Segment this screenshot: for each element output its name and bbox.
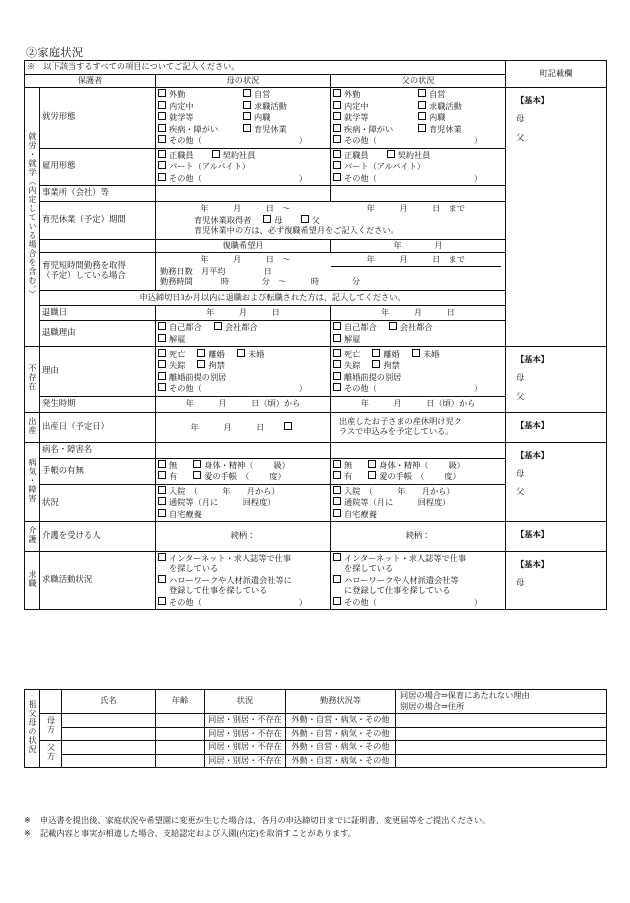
checkbox-icon[interactable] xyxy=(372,349,380,357)
checkbox-icon[interactable] xyxy=(333,124,341,132)
checkbox-shugaku-father[interactable]: 就学等 xyxy=(333,112,418,124)
group-label-work: 就労・就学（内定している場合を含む。） xyxy=(25,88,40,347)
town-mother-absence: 母 xyxy=(516,373,525,383)
checkbox-icon[interactable] xyxy=(333,383,341,391)
checkbox-icon[interactable] xyxy=(158,349,166,357)
row-reason-input[interactable] xyxy=(396,714,607,728)
checkbox-icon[interactable] xyxy=(212,150,220,158)
footnote-text: 記載内容と事実が相違した場合、支給認定および入園(内定)を取消すことがあります。 xyxy=(40,828,356,838)
childcare-note: 育児休業中の方は、必ず復職希望月をご記入ください。 xyxy=(194,226,399,235)
checkbox-icon[interactable] xyxy=(158,101,166,109)
mother-workplace-input[interactable] xyxy=(156,186,331,202)
row-care xyxy=(25,522,607,551)
handbook-line1-mother[interactable]: 無 身体・精神（ 級） xyxy=(158,460,328,472)
label-employment-form: 雇用形態 xyxy=(40,148,156,186)
checkbox-icon[interactable] xyxy=(333,509,341,517)
table-row xyxy=(25,754,607,768)
mother-work-form-options xyxy=(156,88,331,149)
row-name-input[interactable] xyxy=(62,714,156,728)
header-name: 氏名 xyxy=(62,690,156,714)
jobhunt-internet-mother[interactable]: インターネット・求人誌等で仕事 を探している xyxy=(158,553,328,575)
checkbox-icon[interactable] xyxy=(243,112,251,120)
mother-disease-name-input[interactable] xyxy=(156,442,331,458)
header-reason-address: 同居の場合⇒保育にあたれない理由 別居の場合⇒住所 xyxy=(396,690,607,714)
group-label-illness: 病気・障害 xyxy=(25,442,40,522)
checkbox-shugaku-mother[interactable]: 就学等 xyxy=(158,112,243,124)
town-father-absence: 父 xyxy=(516,391,525,401)
checkbox-icon[interactable] xyxy=(243,101,251,109)
checkbox-icon[interactable] xyxy=(158,322,166,330)
mother-care-relation[interactable]: 続柄： xyxy=(156,522,331,551)
row-age-input[interactable] xyxy=(156,754,205,768)
status-jitaku-father[interactable]: 自宅療養 xyxy=(333,509,503,521)
checkbox-icon[interactable] xyxy=(333,322,341,330)
table-row xyxy=(25,741,607,755)
father-retire-date[interactable]: 年 月 日 xyxy=(331,306,506,321)
checkbox-icon[interactable] xyxy=(387,150,395,158)
status-jitaku-mother[interactable]: 自宅療養 xyxy=(158,509,328,521)
return-month-label: 復職希望月 xyxy=(156,239,331,253)
checkbox-icon[interactable] xyxy=(158,471,166,479)
row-reason-input[interactable] xyxy=(396,741,607,755)
checkbox-jikotsugo-father[interactable]: 自己都合 会社都合 xyxy=(333,322,503,334)
shorttime-days: 勤務日数 月平均 日 xyxy=(160,266,272,276)
label-absence-reason: 理由 xyxy=(40,347,156,397)
checkbox-icon[interactable] xyxy=(158,383,166,391)
row-disease-name xyxy=(25,442,607,458)
checkbox-naishoku-mother[interactable]: 内職 xyxy=(243,112,328,124)
table-row xyxy=(25,714,607,728)
town-kihon-care: 【基本】 xyxy=(516,530,549,540)
checkbox-icon[interactable] xyxy=(158,597,166,605)
row-work-options[interactable]: 外勤・自営・病気・その他 xyxy=(286,741,396,755)
absence-line1-father[interactable]: 死亡 離婚 未婚 xyxy=(333,349,503,361)
town-mother-work: 母 xyxy=(516,114,525,124)
row-name-input[interactable] xyxy=(62,754,156,768)
checkbox-icon[interactable] xyxy=(158,575,166,583)
form-note-row xyxy=(25,61,607,75)
town-kihon-work: 【基本】 xyxy=(516,96,549,105)
town-kihon-absence: 【基本】 xyxy=(516,355,549,364)
father-workplace-input[interactable] xyxy=(331,186,506,202)
row-work-options[interactable]: 外勤・自営・病気・その他 xyxy=(286,727,396,741)
checkbox-icon[interactable] xyxy=(193,471,201,479)
birth-checkbox-text: 出産したお子さまの産休明け児ク ラスで申込みを予定している。 xyxy=(331,413,506,442)
row-jobhunt xyxy=(25,551,607,610)
checkbox-icon[interactable] xyxy=(333,135,341,143)
checkbox-icon[interactable] xyxy=(158,497,166,505)
mother-header: 母の状況 xyxy=(156,74,331,88)
table-row xyxy=(25,727,607,741)
town-column-work[interactable] xyxy=(506,88,607,347)
label-jobhunt-status: 求職活動状況 xyxy=(40,551,156,610)
checkbox-icon[interactable] xyxy=(158,135,166,143)
childcare-leave-content[interactable] xyxy=(156,202,506,240)
checkbox-icon[interactable] xyxy=(158,173,166,181)
father-employment-options xyxy=(331,148,506,186)
mother-absence-reason xyxy=(156,347,331,397)
checkbox-icon[interactable] xyxy=(158,509,166,517)
father-disease-name-input[interactable] xyxy=(331,442,506,458)
town-father-work: 父 xyxy=(516,132,525,142)
header-status: 状況 xyxy=(205,690,286,714)
checkbox-icon[interactable] xyxy=(333,575,341,583)
checkbox-icon[interactable] xyxy=(418,101,426,109)
town-column-illness[interactable] xyxy=(506,442,607,522)
town-column-birth[interactable] xyxy=(506,413,607,442)
checkbox-icon[interactable] xyxy=(418,124,426,132)
checkbox-icon[interactable] xyxy=(197,349,205,357)
checkbox-gaikin-mother[interactable]: 外勤 xyxy=(158,89,243,101)
group-label-birth: 出産 xyxy=(25,413,40,442)
checkbox-icon[interactable] xyxy=(333,161,341,169)
side-label-mother-side: 母方 xyxy=(40,714,62,741)
group-label-jobhunt: 求職 xyxy=(25,551,40,610)
row-age-input[interactable] xyxy=(156,741,205,755)
checkbox-icon[interactable] xyxy=(158,124,166,132)
checkbox-icon[interactable] xyxy=(389,322,397,330)
jobhunt-internet-father[interactable]: インターネット・求人誌等で仕事 を探している xyxy=(333,553,503,575)
header-work-status: 勤務状況等 xyxy=(286,690,396,714)
checkbox-kaiko-father[interactable]: 解雇 xyxy=(333,334,503,346)
checkbox-other-mother[interactable]: その他（ ） xyxy=(158,135,328,147)
grandparents-table xyxy=(24,689,607,768)
father-work-form-options xyxy=(331,88,506,149)
checkbox-ikuji-mother[interactable]: 育児休業 xyxy=(243,124,328,136)
status-nyuin-mother[interactable]: 入院 （ 年 月から） xyxy=(158,486,328,498)
label-childcare-leave-spacer xyxy=(40,239,156,253)
childcare-period-start: 年 月 日 ～ xyxy=(200,204,291,213)
checkbox-icon[interactable] xyxy=(243,124,251,132)
header-age: 年齢 xyxy=(156,690,205,714)
checkbox-icon[interactable] xyxy=(368,471,376,479)
label-shorttime: 育児短時間勤務を取得 （予定）している場合 xyxy=(40,253,156,291)
town-father-illness: 父 xyxy=(516,487,525,497)
checkbox-icon[interactable] xyxy=(158,89,166,97)
return-month-value[interactable]: 年 月 xyxy=(331,239,506,253)
status-tsuin-father[interactable]: 通院等（月に 回程度） xyxy=(333,497,503,509)
checkbox-kyushoku-mother[interactable]: 求職活動 xyxy=(243,101,328,113)
status-nyuin-father[interactable]: 入院 （ 年 月から） xyxy=(333,486,503,498)
shorttime-period-start: 年 月 日 ～ xyxy=(200,255,291,264)
checkbox-icon[interactable] xyxy=(243,89,251,97)
label-care-person: 介護を受ける人 xyxy=(40,522,156,551)
group-label-grandparents: 祖父母の状況 xyxy=(25,690,40,768)
page-title: ②家庭状況 xyxy=(26,47,84,59)
group-label-care: 介護 xyxy=(25,522,40,551)
town-mother-jobhunt: 母 xyxy=(516,577,525,587)
father-occur-time[interactable]: 年 月 日（頃）から xyxy=(331,397,506,413)
guardian-header: 保護者 xyxy=(25,74,156,88)
row-work-options[interactable]: 外勤・自営・病気・その他 xyxy=(286,714,396,728)
checkbox-icon[interactable] xyxy=(333,360,341,368)
label-work-form: 就労形態 xyxy=(40,88,156,149)
town-column-absence[interactable] xyxy=(506,347,607,413)
handbook-line2-father[interactable]: 有 愛の手帳 （ 度） xyxy=(333,471,503,483)
row-age-input[interactable] xyxy=(156,714,205,728)
checkbox-icon[interactable] xyxy=(333,486,341,494)
checkbox-icon[interactable] xyxy=(333,173,341,181)
checkbox-naitei-mother[interactable]: 内定中 xyxy=(158,101,243,113)
father-header: 父の状況 xyxy=(331,74,506,88)
row-status-options[interactable]: 同居・別居・不存在 xyxy=(205,741,286,755)
checkbox-icon[interactable] xyxy=(301,215,309,223)
checkbox-icon[interactable] xyxy=(418,89,426,97)
group-label-absence: 不存在 xyxy=(25,347,40,413)
label-childcare-leave: 育児休業（予定）期間 xyxy=(40,202,156,240)
label-occur-time: 発生時期 xyxy=(40,397,156,413)
absence-line2-father[interactable]: 失踪 拘禁 xyxy=(333,360,503,372)
checkbox-icon[interactable] xyxy=(333,101,341,109)
checkbox-icon[interactable] xyxy=(333,349,341,357)
mother-retire-date[interactable]: 年 月 日 xyxy=(156,306,331,321)
checkbox-jiei-father[interactable]: 自営 xyxy=(418,89,503,101)
label-birth-date: 出産日（予定日） xyxy=(40,413,156,442)
footnote-item xyxy=(24,815,614,828)
label-workplace: 事業所（会社）等 xyxy=(40,186,156,202)
checkbox-icon[interactable] xyxy=(333,471,341,479)
checkbox-icon[interactable] xyxy=(412,349,420,357)
label-handbook: 手帳の有無 xyxy=(40,458,156,484)
shorttime-period-end: 年 月 日 まで xyxy=(331,255,502,267)
checkbox-icon[interactable] xyxy=(418,112,426,120)
grandparents-header-row xyxy=(25,690,607,714)
row-work-options[interactable]: 外勤・自営・病気・その他 xyxy=(286,754,396,768)
row-absence-reason xyxy=(25,347,607,397)
mother-handbook-options xyxy=(156,458,331,484)
row-age-input[interactable] xyxy=(156,727,205,741)
handbook-line1-father[interactable]: 無 身体・精神（ 級） xyxy=(333,460,503,472)
checkbox-icon[interactable] xyxy=(372,360,380,368)
checkbox-kaiko-mother[interactable]: 解雇 xyxy=(158,334,328,346)
jobhunt-hellowork-mother[interactable]: ハローワークや人材派遣会社等に 登録して仕事を探している xyxy=(158,575,328,597)
label-retire-date: 退職日 xyxy=(40,306,156,321)
father-handbook-options xyxy=(331,458,506,484)
checkbox-icon[interactable] xyxy=(333,150,341,158)
handbook-line2-mother[interactable]: 有 愛の手帳 （ 度） xyxy=(158,471,328,483)
checkbox-icon[interactable] xyxy=(158,161,166,169)
checkbox-gaikin-father[interactable]: 外勤 xyxy=(333,89,418,101)
mother-employment-options xyxy=(156,148,331,186)
checkbox-part-father[interactable]: パート（アルバイト） xyxy=(333,161,503,173)
checkbox-icon[interactable] xyxy=(333,553,341,561)
checkbox-naishoku-father[interactable]: 内職 xyxy=(418,112,503,124)
checkbox-icon[interactable] xyxy=(237,349,245,357)
form-note: ※ 以下該当するすべての項目についてご記入ください。 xyxy=(25,61,506,75)
checkbox-empother-father[interactable]: その他（ ） xyxy=(333,173,503,185)
shorttime-content[interactable] xyxy=(156,253,506,291)
father-illness-status xyxy=(331,484,506,522)
mother-illness-status xyxy=(156,484,331,522)
checkbox-icon[interactable] xyxy=(158,360,166,368)
checkbox-empother-mother[interactable]: その他（ ） xyxy=(158,173,328,185)
footnote-item xyxy=(24,828,614,841)
checkbox-icon[interactable] xyxy=(368,460,376,468)
town-kihon-birth: 【基本】 xyxy=(516,421,549,431)
checkbox-icon[interactable] xyxy=(158,112,166,120)
checkbox-icon[interactable] xyxy=(158,486,166,494)
checkbox-icon[interactable] xyxy=(158,150,166,158)
checkbox-icon[interactable] xyxy=(333,334,341,342)
checkbox-icon[interactable] xyxy=(333,372,341,380)
checkbox-icon[interactable] xyxy=(333,112,341,120)
row-name-input[interactable] xyxy=(62,727,156,741)
jobhunt-other-mother[interactable]: その他（ ） xyxy=(158,597,328,609)
jobhunt-hellowork-father[interactable]: ハローワークや人材派遣会社等 に登録して仕事を探している xyxy=(333,575,503,597)
checkbox-icon[interactable] xyxy=(284,422,292,430)
town-column-jobhunt[interactable] xyxy=(506,551,607,610)
status-tsuin-mother[interactable]: 通院等（月に 回程度） xyxy=(158,497,328,509)
grandparents-side-header xyxy=(40,690,62,714)
label-illness-status: 状況 xyxy=(40,484,156,522)
father-retire-reason xyxy=(331,321,506,347)
checkbox-jiei-mother[interactable]: 自営 xyxy=(243,89,328,101)
row-status-options[interactable]: 同居・別居・不存在 xyxy=(205,714,286,728)
checkbox-icon[interactable] xyxy=(193,460,201,468)
footnote-mark: ※ xyxy=(24,816,31,825)
checkbox-icon[interactable] xyxy=(333,89,341,97)
checkbox-icon[interactable] xyxy=(158,334,166,342)
absence-line3-mother[interactable]: 離婚前提の別居 xyxy=(158,372,328,384)
checkbox-part-mother[interactable]: パート（アルバイト） xyxy=(158,161,328,173)
side-label-father-side: 父方 xyxy=(40,741,62,768)
absence-line4-mother[interactable]: その他（ ） xyxy=(158,383,328,395)
checkbox-icon[interactable] xyxy=(214,322,222,330)
father-absence-reason xyxy=(331,347,506,397)
absence-line3-father[interactable]: 離婚前提の別居 xyxy=(333,372,503,384)
row-reason-input[interactable] xyxy=(396,754,607,768)
absence-line4-father[interactable]: その他（ ） xyxy=(333,383,503,395)
footnote-mark: ※ xyxy=(24,828,31,838)
checkbox-icon[interactable] xyxy=(333,597,341,605)
row-status-options[interactable]: 同居・別居・不存在 xyxy=(205,754,286,768)
checkbox-jikotsugo-mother[interactable]: 自己都合 会社都合 xyxy=(158,322,328,334)
checkbox-naitei-father[interactable]: 内定中 xyxy=(333,101,418,113)
household-status-form xyxy=(24,60,607,610)
checkbox-icon[interactable] xyxy=(197,360,205,368)
checkbox-seishokuin-mother[interactable]: 正職員 契約社員 xyxy=(158,150,328,162)
town-column-care[interactable] xyxy=(506,522,607,551)
checkbox-icon[interactable] xyxy=(158,553,166,561)
absence-line1-mother[interactable]: 死亡 離婚 未婚 xyxy=(158,349,328,361)
childcare-taker-row[interactable]: 育児休業取得者 母 父 xyxy=(194,215,320,225)
childcare-period-end: 年 月 日 まで xyxy=(366,204,465,213)
label-retire-reason: 退職理由 xyxy=(40,321,156,347)
town-kihon-jobhunt: 【基本】 xyxy=(516,559,549,569)
town-kihon-illness: 【基本】 xyxy=(516,450,549,460)
checkbox-ikuji-father[interactable]: 育児休業 xyxy=(418,124,503,136)
row-birth xyxy=(25,413,607,442)
town-column-header: 町記載欄 xyxy=(506,61,607,88)
checkbox-shippei-father[interactable]: 疾病・障がい xyxy=(333,124,418,136)
checkbox-icon[interactable] xyxy=(333,460,341,468)
mother-jobhunt-options xyxy=(156,551,331,610)
checkbox-kyushoku-father[interactable]: 求職活動 xyxy=(418,101,503,113)
footnotes xyxy=(24,815,614,840)
checkbox-seishokuin-father[interactable]: 正職員 契約社員 xyxy=(333,150,503,162)
row-status-options[interactable]: 同居・別居・不存在 xyxy=(205,727,286,741)
label-disease-name: 病名・障害名 xyxy=(40,442,156,458)
row-name-input[interactable] xyxy=(62,741,156,755)
row-work-form xyxy=(25,88,607,149)
checkbox-icon[interactable] xyxy=(158,372,166,380)
birth-date-value[interactable]: 年 月 日 xyxy=(156,413,331,442)
jobhunt-other-father[interactable]: その他（ ） xyxy=(333,597,503,609)
town-mother-illness: 母 xyxy=(516,469,525,479)
checkbox-icon[interactable] xyxy=(333,497,341,505)
father-care-relation[interactable]: 続柄： xyxy=(331,522,506,551)
retire-note: 申込締切日3か月以内に退職および転職された方は、記入してください。 xyxy=(40,290,506,306)
mother-occur-time[interactable]: 年 月 日（頃）から xyxy=(156,397,331,413)
footnote-text: 申込書を提出後、家庭状況や希望園に変更が生じた場合は、各月の申込締切日までに証明書、変更届等をご提出ください。 xyxy=(40,816,491,825)
checkbox-icon[interactable] xyxy=(158,460,166,468)
checkbox-shippei-mother[interactable]: 疾病・障がい xyxy=(158,124,243,136)
row-reason-input[interactable] xyxy=(396,727,607,741)
checkbox-icon[interactable] xyxy=(263,215,271,223)
father-jobhunt-options xyxy=(331,551,506,610)
checkbox-other-father[interactable]: その他（ ） xyxy=(333,135,503,147)
mother-retire-reason xyxy=(156,321,331,347)
shorttime-hours: 勤務時間 時 分 ～ 時 分 xyxy=(160,277,361,286)
absence-line2-mother[interactable]: 失踪 拘禁 xyxy=(158,360,328,372)
